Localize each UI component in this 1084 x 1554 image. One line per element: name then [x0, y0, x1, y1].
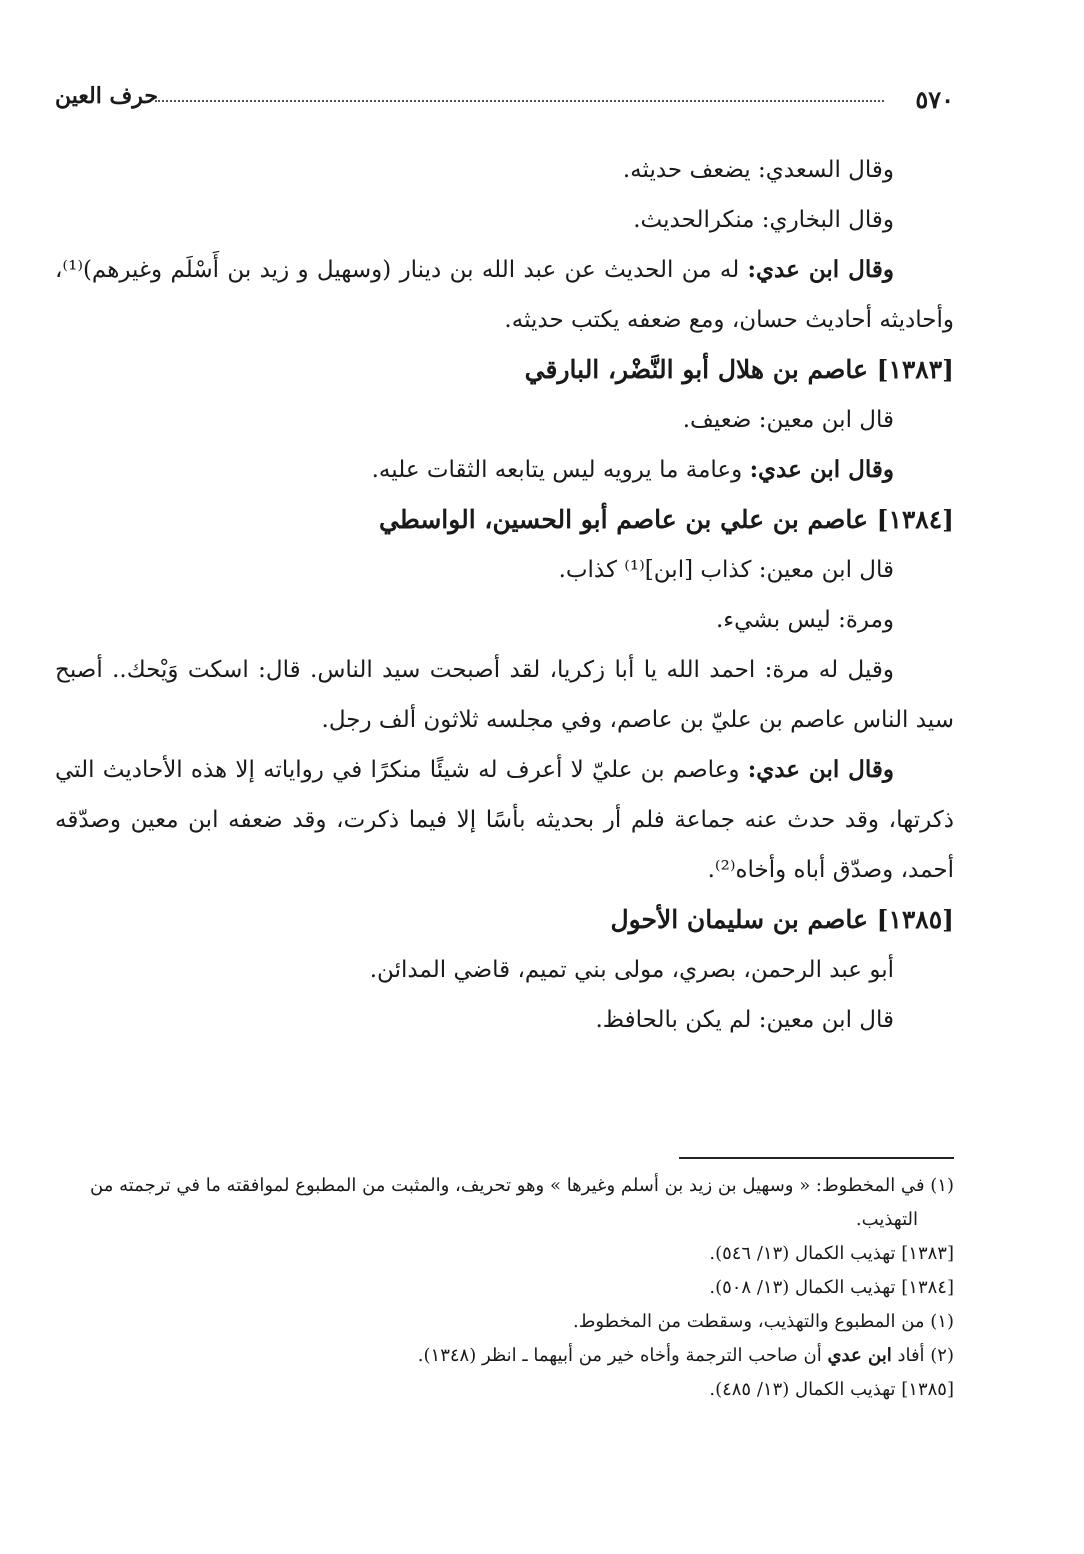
paragraph-text: قال ابن معين: كذاب [ابن]⁽¹⁾ كذاب.	[558, 557, 894, 583]
paragraph-text: وعاصم بن عليّ لا أعرف له شيئًا منكرًا في رواياته إلا هذه الأحاديث التي ذكرتها، وقد حدث عنه جماعة فلم أر بحديثه بأسًا إلا فيما ذكرت، وقد ضعفه ابن معين وصدّقه أحمد، وصدّق أباه وأخاه⁽²⁾.	[55, 757, 954, 883]
paragraph	[55, 245, 954, 345]
section-title: حرف العين	[55, 83, 159, 109]
paragraph-text: قال ابن معين: لم يكن بالحافظ.	[595, 1007, 894, 1033]
page-number: ٥٧٠	[915, 85, 954, 114]
footnote-reference: [١٣٨٣] تهذيب الكمال (١٣/ ٥٤٦).	[709, 1243, 954, 1264]
speaker-label: وقال ابن عدي:	[747, 256, 894, 283]
paragraph-text: قال ابن معين: ضعيف.	[682, 407, 894, 433]
header-dotted-rule	[155, 100, 884, 102]
paragraph	[55, 195, 954, 245]
paragraph-text: له من الحديث عن عبد الله بن دينار (وسهيل و زيد بن أَسْلَم وغيرهم)⁽¹⁾، وأحاديثه أحاديث حسان، ومع ضعفه يكتب حديثه.	[55, 257, 954, 333]
footnote-text: أن صاحب الترجمة وأخاه خير من أبيهما ـ انظر (١٣٤٨).	[417, 1345, 828, 1366]
speaker-label: وقال ابن عدي:	[749, 456, 894, 483]
paragraph-text: ومرة: ليس بشيء.	[715, 607, 894, 633]
paragraph	[55, 445, 954, 495]
paragraph	[55, 745, 954, 895]
entry-heading-1385: [١٣٨٥] عاصم بن سليمان الأحول	[610, 905, 954, 934]
footnote-bold-name: ابن عدي	[827, 1345, 892, 1366]
paragraph-text: وقيل له مرة: احمد الله يا أبا زكريا، لقد أصبحت سيد الناس. قال: اسكت وَيْحك.. أصبح سيد الناس عاصم بن عليّ بن عاصم، وفي مجلسه ثلاثون ألف رجل.	[55, 657, 954, 733]
footnotes	[55, 1157, 954, 1407]
paragraph-text: وقال السعدي: يضعف حديثه.	[622, 157, 894, 183]
paragraph-text: وعامة ما يرويه ليس يتابعه الثقات عليه.	[371, 457, 750, 483]
paragraph-text: وقال البخاري: منكرالحديث.	[633, 207, 894, 233]
footnote: (١) من المطبوع والتهذيب، وسقطت من المخطوط.	[573, 1311, 954, 1332]
page-body	[55, 145, 954, 1045]
paragraph-text: أبو عبد الرحمن، بصري، مولى بني تميم، قاضي المدائن.	[369, 957, 894, 983]
footnote-reference: [١٣٨٥] تهذيب الكمال (١٣/ ٤٨٥).	[709, 1379, 954, 1400]
entry-heading-1383: [١٣٨٣] عاصم بن هلال أبو النَّضْر، البارقي	[524, 355, 954, 384]
entry-heading-1384: [١٣٨٤] عاصم بن علي بن عاصم أبو الحسين، الواسطي	[378, 505, 954, 534]
book-page	[55, 75, 954, 1514]
footnote	[55, 1339, 954, 1373]
footnote-rule	[679, 1157, 954, 1159]
paragraph	[55, 545, 954, 595]
paragraph	[55, 995, 954, 1045]
paragraph	[55, 145, 954, 195]
paragraph	[55, 395, 954, 445]
footnote: (١) في المخطوط: « وسهيل بن زيد بن أسلم وغيرها » وهو تحريف، والمثبت من المطبوع لموافقته ما في ترجمته من التهذيب.	[90, 1175, 954, 1230]
paragraph	[55, 945, 954, 995]
footnote-reference: [١٣٨٤] تهذيب الكمال (١٣/ ٥٠٨).	[709, 1277, 954, 1298]
page-header	[55, 75, 954, 115]
speaker-label: وقال ابن عدي:	[747, 756, 894, 783]
paragraph	[55, 595, 954, 645]
paragraph	[55, 645, 954, 745]
footnote-text: (٢) أفاد	[891, 1345, 954, 1366]
